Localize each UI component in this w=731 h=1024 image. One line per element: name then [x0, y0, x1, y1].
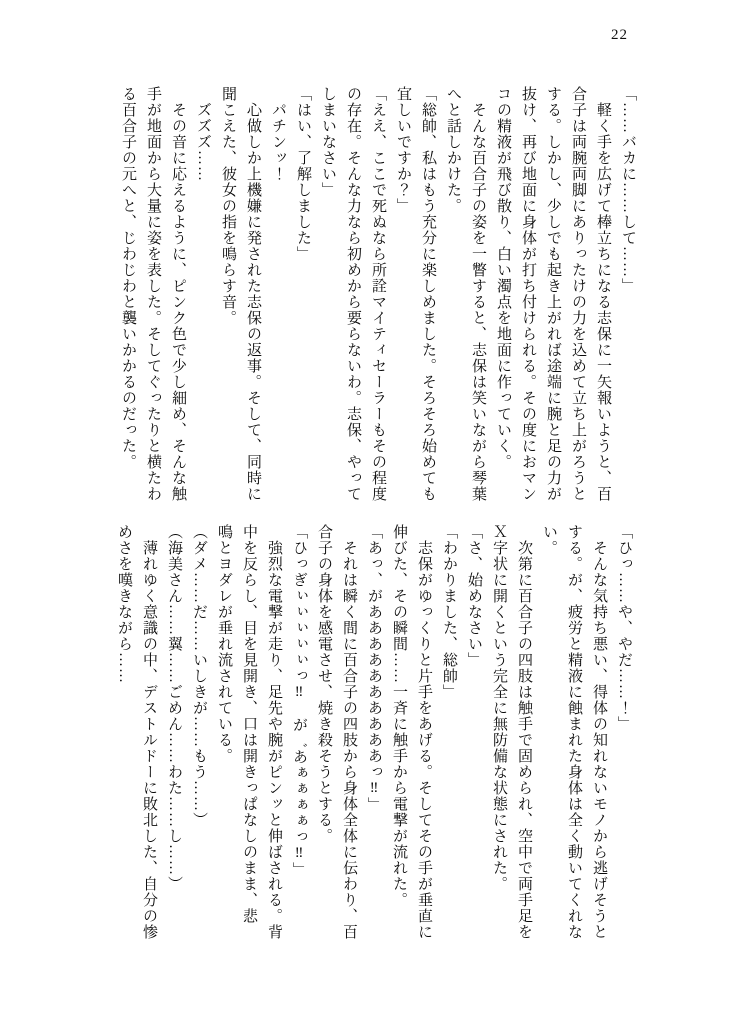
text-line: そんな気持ち悪い、得体の知れないモノから逃げそうと — [591, 524, 607, 940]
text-line: パチンッ！ — [270, 86, 286, 182]
text-line: コの精液が飛び散り、白い濁点を地面に作っていく。 — [495, 86, 511, 470]
text-line: （ダメ……だ……いしきが……もう……） — [191, 524, 207, 828]
text-line: 宜しいですか？」 — [395, 86, 411, 214]
text-line: 軽く手を広げて棒立ちになる志保に一矢報いようと、百 — [595, 86, 611, 502]
text-line: 「ええ、ここで死ぬなら所詮マイティセーラーもその程度 — [370, 86, 386, 502]
text-line: 合子は両腕両脚にありったけの力を込めて立ち上がろうと — [570, 86, 586, 502]
text-line: 「ひっ……や、やだ……！」 — [616, 524, 632, 732]
text-line: Ｘ字状に開くという完全に無防備な状態にされた。 — [491, 524, 507, 892]
page-number: 22 — [611, 27, 628, 43]
text-line: 強烈な電撃が走り、足先や腕がピンッと伸ばされる。背 — [266, 524, 282, 940]
text-line: 手が地面から大量に姿を表した。そしてぐったりと横たわ — [145, 86, 161, 502]
text-line: する。しかし、少しでも起き上がれば途端に腕と足の力が — [545, 86, 561, 502]
text-line: 伸びた、その瞬間……一斉に触手から電撃が流れた。 — [391, 524, 407, 908]
text-line: しまいなさい」 — [320, 86, 336, 198]
text-line: それは瞬く間に百合子の四肢から身体全体に伝わり、百 — [341, 524, 357, 940]
text-line: 合子の身体を感電させ、焼き殺そうとする。 — [316, 524, 332, 844]
text-line: （海美さん……翼……ごめん……わた……し……） — [166, 524, 182, 892]
text-line: 聞こえた、彼女の指を鳴らす音。 — [220, 86, 236, 326]
text-line: る百合子の元へと、じわじわと襲いかかるのだった。 — [120, 86, 136, 470]
text-line: 志保がゆっくりと片手をあげる。そしてその手が垂直に — [416, 524, 432, 940]
text-line: 「さ、始めなさい」 — [466, 524, 482, 668]
text-line: その音に応えるように、ピンク色で少し細め、そんな触 — [170, 86, 186, 502]
text-line: する。が、疲労と精液に蝕まれた身体は全く動いてくれな — [566, 524, 582, 940]
text-line: 「ひっぎぃぃぃぃぃっ‼ が゛あぁぁぁぁっ‼」 — [291, 524, 307, 878]
text-line: めさを嘆きながら…… — [116, 524, 132, 684]
text-line: 「はい、了解しました」 — [295, 86, 311, 262]
text-line: 中を反らし、目を見開き、口は開きっぱなしのまま、悲 — [241, 524, 257, 924]
text-line: い。 — [541, 524, 557, 556]
text-line: 鳴とヨダレが垂れ流されている。 — [216, 524, 232, 764]
text-line: 「わかりました、総帥」 — [441, 524, 457, 700]
text-block-top — [115, 86, 640, 506]
text-line: ズズズ…… — [195, 86, 211, 182]
text-line: 次第に百合子の四肢は触手で固められ、空中で両手足を — [516, 524, 532, 940]
text-line: 薄れゆく意識の中、デストルドーに敗北した、自分の惨 — [141, 524, 157, 940]
text-line: へと話しかけた。 — [445, 86, 461, 214]
text-line: の存在。そんな力なら初めから要らないわ。志保、やって — [345, 86, 361, 502]
text-line: 心做しか上機嫌に発された志保の返事。そして、同時に — [245, 86, 261, 502]
text-line: 抜け、再び地面に身体が打ち付けられる。その度におマン — [520, 86, 536, 502]
text-block-bottom — [111, 524, 636, 984]
text-line: そんな百合子の姿を一瞥すると、志保は笑いながら琴葉 — [470, 86, 486, 502]
text-line: 「総帥、私はもう充分に楽しめました。そろそろ始めても — [420, 86, 436, 502]
text-line: 「……バカに……して……」 — [620, 86, 636, 294]
text-line: 「あっ、がああああああああああっ‼」 — [366, 524, 382, 813]
